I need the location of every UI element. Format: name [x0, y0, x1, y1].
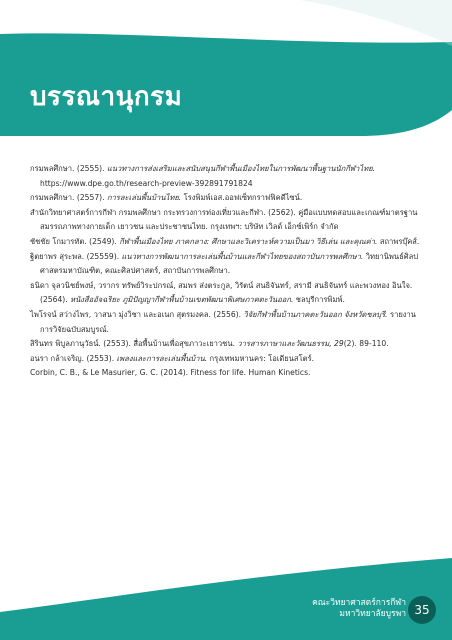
university-line: มหาวิทยาลัยบูรพา	[339, 609, 406, 619]
reference-item: ชัชชัย โกมารทัต. (2549). กีฬาพื้นเมืองไทย ภาคกลาง: ศึกษาและวิเคราะห์ความเป็นมา วิธีเล่น และคุณค่า. สถาพรบุ๊คส์.	[30, 236, 420, 246]
reference-list	[30, 162, 428, 381]
header-wave-shape	[0, 0, 452, 140]
reference-item: กรมพลศึกษา. (2555). แนวทางการส่งเสริมและสนับสนุนกีฬาพื้นเมืองไทยในการพัฒนาพื้นฐานนักกีฬาไทย. https://www.dpe.go.th/research-preview-392891791824	[30, 164, 376, 188]
reference-item: ฐิตยาพร สุระพล. (25559). แนวทางการพัฒนาการละเล่นพื้นบ้านและกีฬาไทยของสถาบันการพลศึกษา. วิทยานิพนธ์ศิลปศาสตรมหาบัณฑิต, คณะศิลปศาสตร์, สถาบันการพลศึกษา.	[30, 251, 419, 276]
footer-banner	[0, 550, 452, 640]
reference-item: ธนิดา จุลวนิชย์พงษ์, วรากร ทรัพย์วิระปกรณ์, สมพร ส่งตระกูล, วิรัตน์ สนธิจันทร์, สรามี สนธิจันทร์ และพวงทอง อินใจ. (2564). หนังสืออัจฉริยะ ภูมิปัญญากีฬาพื้นบ้านเขตพัฒนาพิเศษภาคตะวันออก. ชลบุรีการพิมพ์.	[30, 280, 413, 305]
reference-item: สำนักวิทยาศาสตร์การกีฬา กรมพลศึกษา กระทรวงการท่องเที่ยวและกีฬา. (2562). คู่มือแบบทดสอบและเกณฑ์มาตรฐานสมรรถภาพทางกายเด็ก เยาวชน และประชาชนไทย. กรุงเทพฯ: บริษัท เวิลด์ เอ็กซ์เพิร์ก จำกัด	[30, 207, 418, 232]
faculty-line: คณะวิทยาศาสตร์การกีฬา	[312, 598, 406, 608]
faculty-name	[312, 598, 406, 620]
page-title: บรรณานุกรม	[30, 82, 183, 112]
reference-item: กรมพลศึกษา. (2557). การละเล่นพื้นบ้านไทย. โรงพิมพ์เอส.ออฟเซ็ทกราฟฟิคดีไซน์.	[30, 193, 303, 203]
header-banner	[0, 0, 452, 140]
footer-wave-shape	[0, 550, 452, 640]
reference-item: อนรา กล้าเจริญ. (2553). เพลงและการละเล่นพื้นบ้าน. กรุงเทพมหานคร: โอเดียนสโตร์.	[30, 353, 315, 363]
reference-item: Corbin, C. B., & Le Masurier, G. C. (2014). Fitness for life. Human Kinetics.	[30, 368, 311, 378]
page-number-badge: 35	[408, 596, 436, 624]
reference-item: สิรินทร พิบูลภานุวัธน์. (2553). สื่อพื้นบ้านเพื่อสุขภาวะเยาวชน. วารสารภาษาและวัฒนธรรม, 29(2). 89-110.	[30, 339, 389, 349]
reference-item: ไพโรจน์ สว่างไพร, วาสนา มุ่งวิชา และอเนก สุตรมงคล. (2556). วิจัยกีฬาพื้นบ้านภาคตะวันออก จังหวัดชลบุรี. รายงานการวิจัยฉบับสมบูรณ์.	[30, 309, 416, 334]
